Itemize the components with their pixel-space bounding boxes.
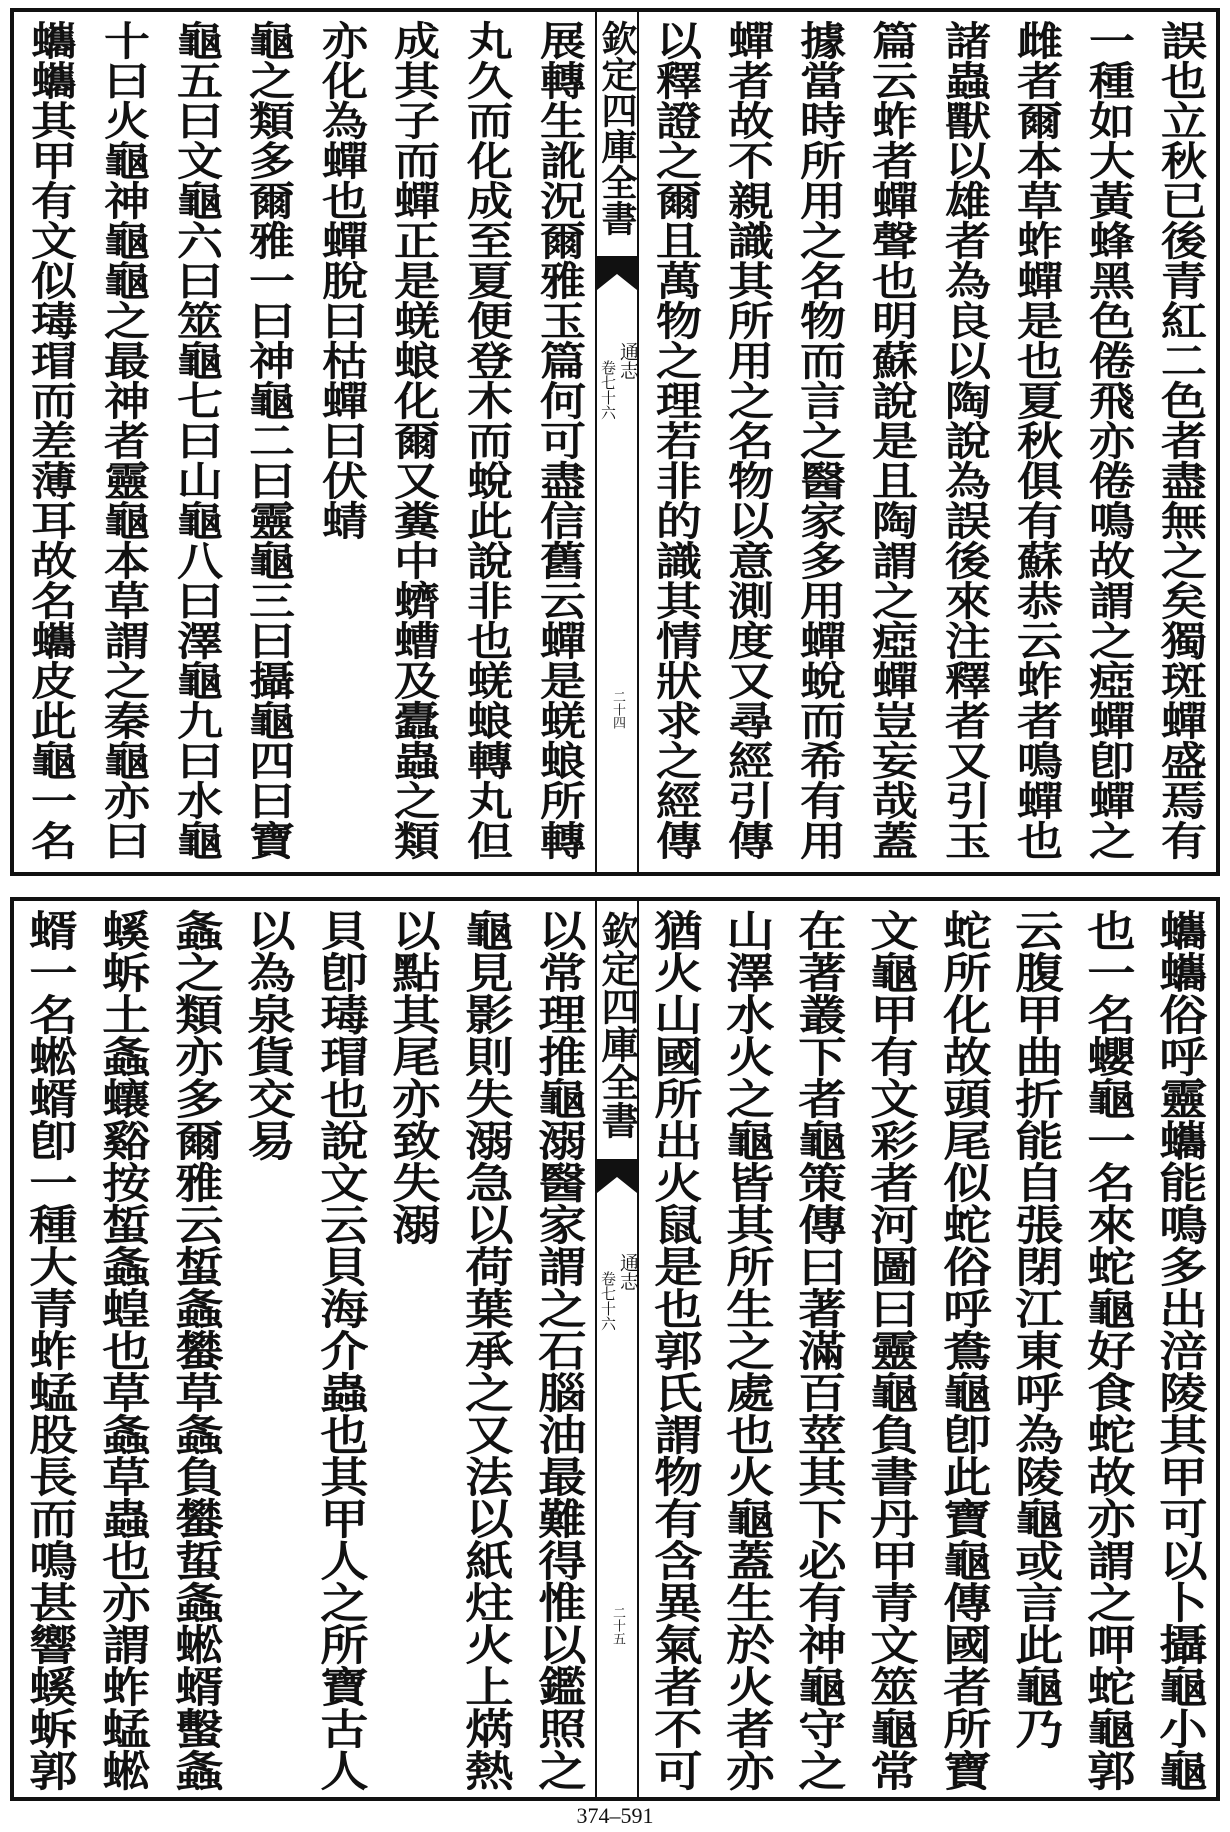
text-column: 蝑一名蜙蝑卽一種大青蚱蜢股長而鳴甚響螇蚸郭 xyxy=(22,909,79,1791)
text-column: 篇云蚱者蟬聲也明蘇說是且陶謂之瘂蟬豈妄哉蓋 xyxy=(864,20,919,860)
text-column: 云腹甲曲折能自張閉江東呼為陵龜或言此龜乃 xyxy=(1008,909,1065,1749)
text-column: 以點其尾亦致失溺 xyxy=(385,909,442,1245)
text-column: 諸蟲獸以雄者為良以陶說為誤後來注釋者又引玉 xyxy=(937,20,992,860)
archive-page-code: 374–591 xyxy=(576,1803,654,1828)
page-number: 二十五 xyxy=(610,1606,625,1645)
text-column: 也一名蠳龜一名來蛇龜好食蛇故亦謂之呷蛇龜郭 xyxy=(1080,909,1137,1791)
book-title: 通志 xyxy=(617,1253,639,1291)
page-panel-bottom xyxy=(10,897,1220,1801)
text-column: 龜之類多爾雅一曰神龜二曰靈龜三曰攝龜四曰寶 xyxy=(241,20,296,860)
text-column: 以常理推龜溺醫家謂之石腦油最難得惟以鑑照之 xyxy=(531,909,588,1791)
text-column: 丸久而化成至夏便登木而蛻此說非也蜣蜋轉丸但 xyxy=(459,20,514,860)
text-column: 蠵蠵俗呼靈蠵能鳴多出涪陵其甲可以卜攝龜小龜 xyxy=(1152,909,1209,1791)
text-column: 亦化為蟬也蟬脫曰枯蟬曰伏蜻 xyxy=(314,20,369,540)
text-column: 蟬者故不親識其所用之名物以意測度又尋經引傳 xyxy=(720,20,775,860)
text-column: 龜五曰文龜六曰筮龜七曰山龜八曰澤龜九曰水龜 xyxy=(169,20,224,860)
text-column: 據當時所用之名物而言之醫家多用蟬蛻而希有用 xyxy=(792,20,847,860)
text-column: 十曰火龜神龜龜之最神者靈龜本草謂之秦龜亦曰 xyxy=(96,20,151,860)
collection-title: 欽定四庫全書 xyxy=(595,911,640,1139)
text-column: 蠵蠵其甲有文似瑇瑁而差薄耳故名蠵皮此龜一名 xyxy=(23,20,78,860)
fishtail-mark xyxy=(597,256,637,292)
volume-label: 卷七十六 xyxy=(599,1271,617,1331)
page-number: 二十四 xyxy=(610,690,625,729)
text-column: 螽之類亦多爾雅云蜤螽蠜草螽負蠜蜇螽蜙蝑蟿螽 xyxy=(168,909,225,1791)
book-title: 通志 xyxy=(617,342,639,380)
center-column xyxy=(595,12,639,872)
text-column: 貝卽瑇瑁也說文云貝海介蟲也其甲人之所寶古人 xyxy=(313,909,370,1791)
fishtail-mark xyxy=(597,1159,637,1195)
text-column: 在著叢下者龜策傳曰著滿百莖其下必有神龜守之 xyxy=(791,909,848,1791)
text-column: 蛇所化故頭尾似蛇俗呼鴦龜卽此寶龜傳國者所寶 xyxy=(936,909,993,1791)
text-column: 螇蚸土螽蠰谿按蜤螽蝗也草螽草蟲也亦謂蚱蜢蜙 xyxy=(95,909,152,1791)
text-column: 龜見影則失溺急以荷葉承之又法以紙炷火上焫熱 xyxy=(458,909,515,1791)
text-column: 山澤水火之龜皆其所生之處也火龜蓋生於火者亦 xyxy=(719,909,776,1791)
page-panel-top xyxy=(10,8,1220,876)
text-column: 一種如大黃蜂黑色倦飛亦倦鳴故謂之瘂蟬卽蟬之 xyxy=(1081,20,1136,860)
text-column: 展轉生訛況爾雅玉篇何可盡信舊云蟬是蜣蜋所轉 xyxy=(532,20,587,860)
text-column: 猶火山國所出火鼠是也郭氏謂物有含異氣者不可 xyxy=(647,909,704,1791)
collection-title: 欽定四庫全書 xyxy=(596,20,638,236)
center-column xyxy=(595,901,639,1797)
text-column: 成其子而蟬正是蜣蜋化爾又糞中蠐螬及蠹蟲之類 xyxy=(386,20,441,860)
text-column: 雌者爾本草蚱蟬是也夏秋俱有蘇恭云蚱者鳴蟬也 xyxy=(1009,20,1064,860)
text-column: 文龜甲有文彩者河圖曰靈龜負書丹甲青文筮龜常 xyxy=(863,909,920,1791)
text-column: 誤也立秋已後青紅二色者盡無之矣獨斑蟬盛焉有 xyxy=(1153,20,1208,860)
text-column: 以釋證之爾且萬物之理若非的識其情狀求之經傳 xyxy=(648,20,703,860)
text-column: 以為泉貨交易 xyxy=(240,909,297,1161)
volume-label: 卷七十六 xyxy=(599,360,617,420)
